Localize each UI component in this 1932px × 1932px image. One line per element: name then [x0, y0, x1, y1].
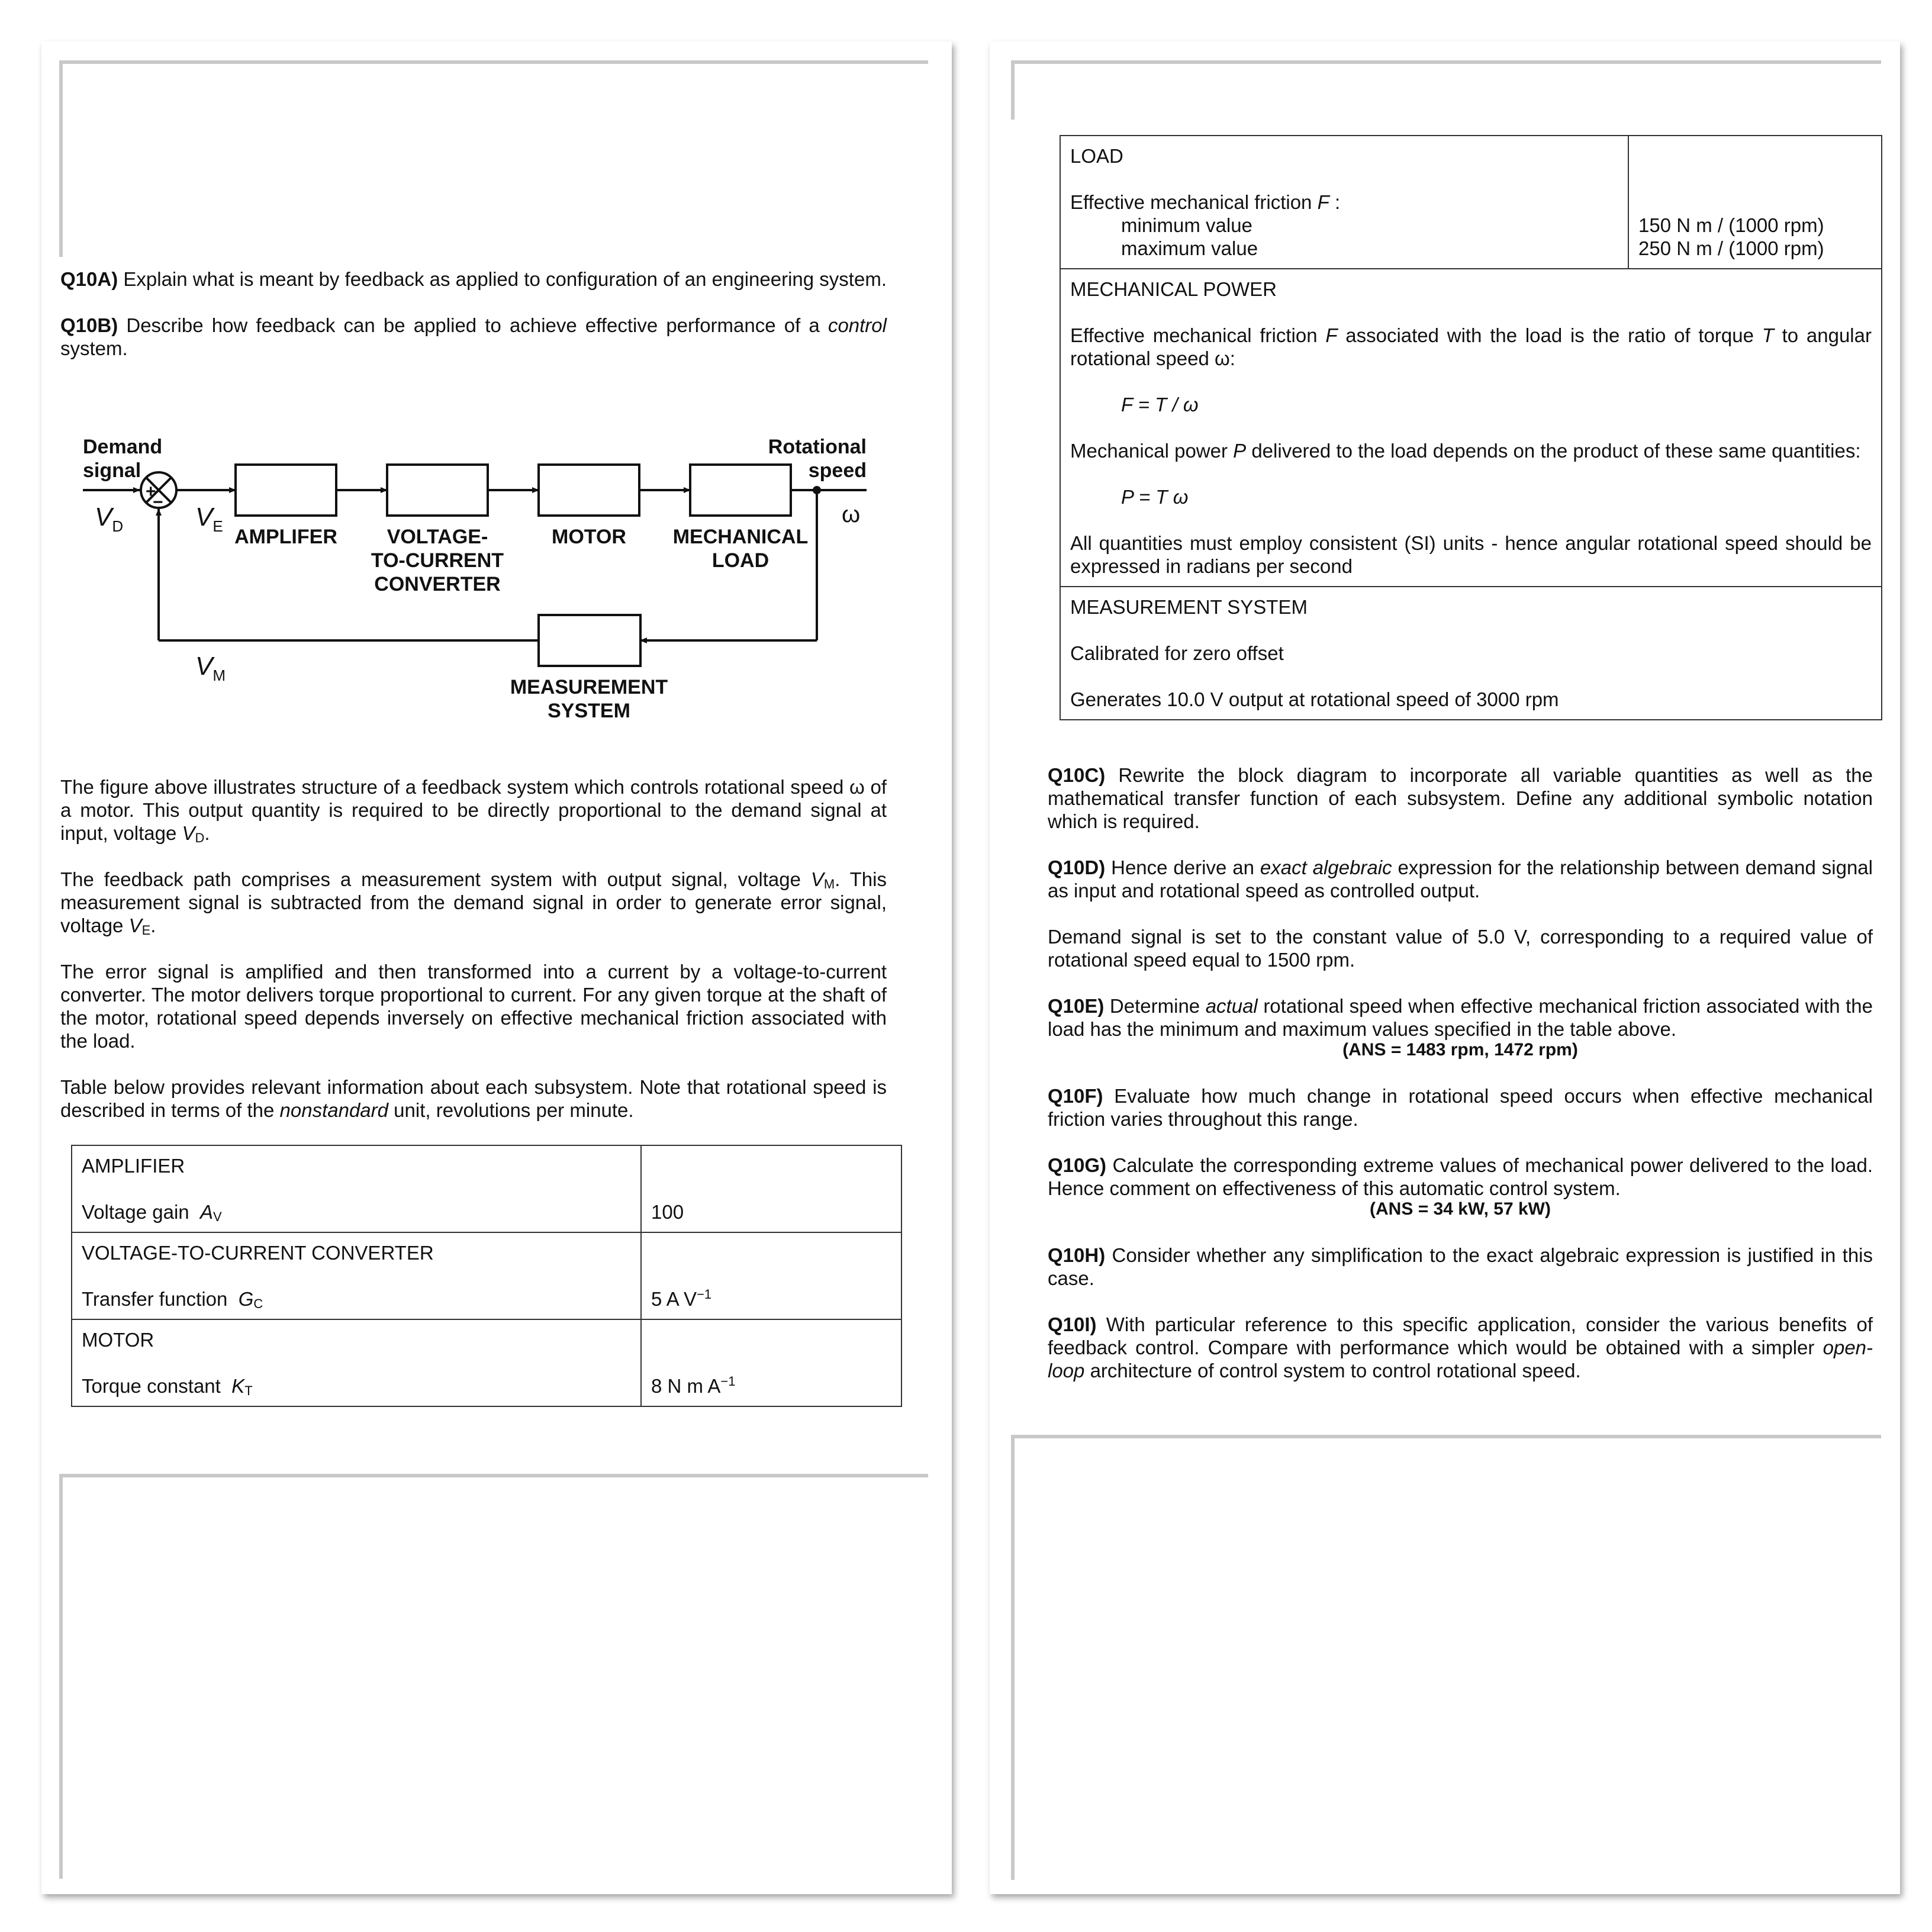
demand-label-1: Demand: [83, 436, 163, 458]
para4-emphasis: nonstandard: [279, 1099, 388, 1121]
amp-gain-value: 100: [651, 1201, 684, 1223]
para1-end: .: [204, 822, 210, 844]
q10b-text: Describe how feedback can be applied to achieve effective performance of a: [126, 314, 820, 336]
amplifier-param: [82, 1200, 631, 1223]
q10f-label: Q10F): [1048, 1085, 1103, 1107]
load-colon: :: [1334, 191, 1341, 213]
load-label: Effective mechanical friction: [1070, 191, 1312, 213]
converter-label-1: VOLTAGE-: [387, 526, 488, 548]
q10e-emphasis: actual: [1205, 995, 1258, 1017]
q10i-text: With particular reference to this specific application, consider the various benefits of feedback control. Compare with performance which would be obtained with a simpler: [1048, 1313, 1873, 1358]
motor-label: Torque constant: [82, 1375, 221, 1397]
rotational-label-1: Rotational: [768, 436, 867, 458]
q10g-text: Calculate the corresponding extreme values of mechanical power delivered to the load. Hence comment on effectiveness of this automatic control system.: [1048, 1154, 1873, 1199]
power-p1-text2: associated with the load is the ratio of torque: [1345, 324, 1754, 346]
conv-label: Transfer function: [82, 1288, 228, 1310]
para1-text: The figure above illustrates structure of a feedback system which controls rotational speed ω of a motor. This output quantity is required to be directly proportional to the demand signal at input, voltage: [60, 776, 887, 844]
measurement-cell: [1060, 587, 1882, 720]
para1-symbol: V: [182, 822, 195, 844]
motor-label: MOTOR: [552, 526, 626, 548]
min-label: minimum value: [1121, 214, 1252, 236]
table-row: [1060, 587, 1882, 720]
paragraph-1: [60, 775, 887, 845]
conv-symbol: G: [238, 1288, 254, 1310]
measurement-heading: MEASUREMENT SYSTEM: [1070, 596, 1308, 618]
load-heading: LOAD: [1070, 145, 1123, 167]
paragraph-4: [60, 1076, 887, 1122]
motor-cell: [72, 1319, 641, 1406]
para2-symbol-1: V: [810, 868, 824, 890]
q10c-label: Q10C): [1048, 764, 1106, 786]
para2-end: .: [150, 915, 156, 936]
amplifier-label: AMPLIFER: [234, 526, 337, 548]
friction-equation: F = T / ω: [1121, 394, 1199, 416]
converter-value-cell: [641, 1232, 901, 1319]
para2-symbol-2: V: [128, 915, 142, 936]
q10g-answer: (ANS = 34 kW, 57 kW): [1370, 1199, 1551, 1219]
power-p1-sym2: T: [1762, 324, 1774, 346]
load-label-2: LOAD: [711, 549, 769, 572]
minus-sign: −: [153, 492, 163, 512]
power-paragraph-3: All quantities must employ consistent (SI) units - hence angular rotational speed should be expressed in radians per second: [1070, 532, 1872, 577]
q10i-emphasis: open-loop: [1048, 1337, 1873, 1382]
question-q10c: [1048, 764, 1873, 833]
para4-end: unit, revolutions per minute.: [394, 1099, 634, 1121]
right-questions: [1048, 764, 1873, 1405]
converter-block: [387, 465, 488, 516]
power-p2-sym: P: [1233, 440, 1247, 462]
load-label-1: MECHANICAL: [672, 526, 809, 548]
q10e-text-end: rotational speed when effective mechanical friction associated with the load has the minimum and maximum values specified in the table above.: [1048, 995, 1873, 1040]
load-value-cell: [1628, 136, 1882, 269]
paragraph-2: [60, 868, 887, 937]
conv-value-base: 5 A V: [651, 1288, 697, 1310]
q10h-label: Q10H): [1048, 1244, 1106, 1266]
power-heading: MECHANICAL POWER: [1070, 278, 1277, 300]
subsystem-table-right: [1060, 135, 1882, 720]
conv-subscript: C: [253, 1296, 263, 1311]
motor-block: [539, 465, 639, 516]
omega-symbol: ω: [842, 501, 861, 527]
table-row: [1060, 136, 1882, 269]
power-paragraph-1: [1070, 324, 1872, 370]
question-q10d: [1048, 856, 1873, 902]
measurement-line-2: Generates 10.0 V output at rotational speed of 3000 rpm: [1070, 688, 1559, 710]
demand-label-2: signal: [83, 459, 141, 482]
converter-param: [82, 1287, 631, 1310]
table-row: [72, 1232, 901, 1319]
power-cell: [1060, 269, 1882, 587]
table-row: [72, 1319, 901, 1406]
q10i-text-end: architecture of control system to control rotational speed.: [1090, 1360, 1581, 1382]
q10e-label: Q10E): [1048, 995, 1105, 1017]
question-q10h: [1048, 1244, 1873, 1290]
converter-label-2: TO-CURRENT: [371, 549, 504, 572]
q10i-label: Q10I): [1048, 1313, 1097, 1335]
motor-value-exponent: −1: [720, 1374, 736, 1389]
table-row: [1060, 269, 1882, 587]
question-q10i: [1048, 1313, 1873, 1382]
q10c-text: Rewrite the block diagram to incorporate all variable quantities as well as the mathematical transfer function of each subsystem. Define any additional symbolic notation which is required.: [1048, 764, 1873, 832]
conv-value: [651, 1287, 891, 1310]
motor-param: [82, 1374, 631, 1398]
q10a-label: Q10A): [60, 268, 118, 290]
motor-subscript: T: [244, 1383, 253, 1398]
measurement-line-1: Calibrated for zero offset: [1070, 642, 1284, 664]
table-row: [72, 1145, 901, 1232]
question-q10f: [1048, 1084, 1873, 1131]
para1-subscript: D: [195, 830, 205, 845]
subsystem-table-left: [71, 1145, 902, 1407]
q10h-text: Consider whether any simplification to the exact algebraic expression is justified in this case.: [1048, 1244, 1873, 1289]
amp-gain-symbol: A: [200, 1201, 214, 1223]
load-cell: [1060, 136, 1628, 269]
q10a-text: Explain what is meant by feedback as applied to configuration of an engineering system.: [123, 268, 887, 290]
q10b-emphasis: control: [827, 314, 887, 336]
amp-gain-label: Voltage gain: [82, 1201, 189, 1223]
power-p1-text: Effective mechanical friction: [1070, 324, 1318, 346]
question-q10g: [1048, 1154, 1873, 1200]
measurement-label-2: SYSTEM: [548, 700, 630, 722]
load-symbol: F: [1317, 191, 1329, 213]
q10b-text-end: system.: [60, 337, 128, 359]
power-paragraph-2: [1070, 439, 1872, 462]
demand-statement: Demand signal is set to the constant value of 5.0 V, corresponding to a required value of rotational speed equal to 1500 rpm.: [1048, 926, 1873, 971]
power-p1-sym1: F: [1325, 324, 1338, 346]
amplifier-value-cell: [641, 1145, 901, 1232]
q10e-answer: (ANS = 1483 rpm, 1472 rpm): [1342, 1040, 1578, 1060]
power-p1-text3: to angular rotational speed ω:: [1070, 324, 1872, 369]
load-param: [1070, 191, 1618, 214]
para2-subscript-2: E: [141, 923, 151, 938]
conv-value-exponent: −1: [697, 1287, 712, 1302]
q10b-label: Q10B): [60, 314, 118, 336]
para2-subscript-1: M: [823, 877, 835, 891]
power-p2-text: Mechanical power: [1070, 440, 1228, 462]
amplifier-block: [236, 465, 336, 516]
q10g-label: Q10G): [1048, 1154, 1107, 1176]
para2-text-2: . This measurement signal is subtracted from the demand signal in order to generate error signal, voltage: [60, 868, 887, 936]
motor-heading: MOTOR: [82, 1329, 154, 1351]
motor-value-base: 8 N m A: [651, 1375, 721, 1397]
plus-sign: +: [146, 482, 156, 501]
converter-heading: VOLTAGE-TO-CURRENT CONVERTER: [82, 1242, 434, 1264]
measurement-label-1: MEASUREMENT: [510, 676, 668, 698]
para4-text: Table below provides relevant information about each subsystem. Note that rotational speed is described in terms of the: [60, 1076, 887, 1121]
vm-symbol: $V_M$: [195, 652, 226, 684]
converter-label-3: CONVERTER: [374, 573, 501, 595]
motor-value-cell: [641, 1319, 901, 1406]
q10f-text: Evaluate how much change in rotational speed occurs when effective mechanical friction varies throughout this range.: [1048, 1085, 1873, 1130]
q10d-text-end: expression for the relationship between demand signal as input and rotational speed as controlled output.: [1048, 856, 1873, 901]
q10d-text: Hence derive an: [1111, 856, 1254, 878]
power-equation: P = T ω: [1121, 486, 1189, 508]
q10d-label: Q10D): [1048, 856, 1106, 878]
amp-gain-subscript: V: [213, 1209, 222, 1224]
max-label: maximum value: [1121, 237, 1258, 259]
min-value: 150 N m / (1000 rpm): [1638, 214, 1824, 236]
load-block: [690, 465, 791, 516]
q10e-text: Determine: [1109, 995, 1200, 1017]
question-q10e: [1048, 994, 1873, 1041]
para2-text: The feedback path comprises a measurement system with output signal, voltage: [60, 868, 801, 890]
amplifier-heading: AMPLIFIER: [82, 1155, 185, 1177]
amplifier-cell: [72, 1145, 641, 1232]
left-description: [60, 775, 887, 1145]
converter-cell: [72, 1232, 641, 1319]
measurement-block: [539, 615, 640, 666]
rotational-label-2: speed: [808, 459, 867, 482]
takeoff-dot: [813, 486, 821, 494]
vd-symbol: $V_D$: [95, 503, 124, 535]
q10d-emphasis: exact algebraic: [1260, 856, 1392, 878]
motor-symbol: K: [231, 1375, 245, 1397]
ve-symbol: $V_E$: [195, 503, 223, 535]
motor-value: [651, 1374, 891, 1398]
paragraph-3: The error signal is amplified and then transformed into a current by a voltage-to-current converter. The motor delivers torque proportional to current. For any given torque at the shaft of the motor, rotational speed depends inversely on effective mechanical friction associated with the load.: [60, 961, 887, 1052]
power-p2-text2: delivered to the load depends on the product of these same quantities:: [1251, 440, 1861, 462]
max-value: 250 N m / (1000 rpm): [1638, 237, 1824, 259]
